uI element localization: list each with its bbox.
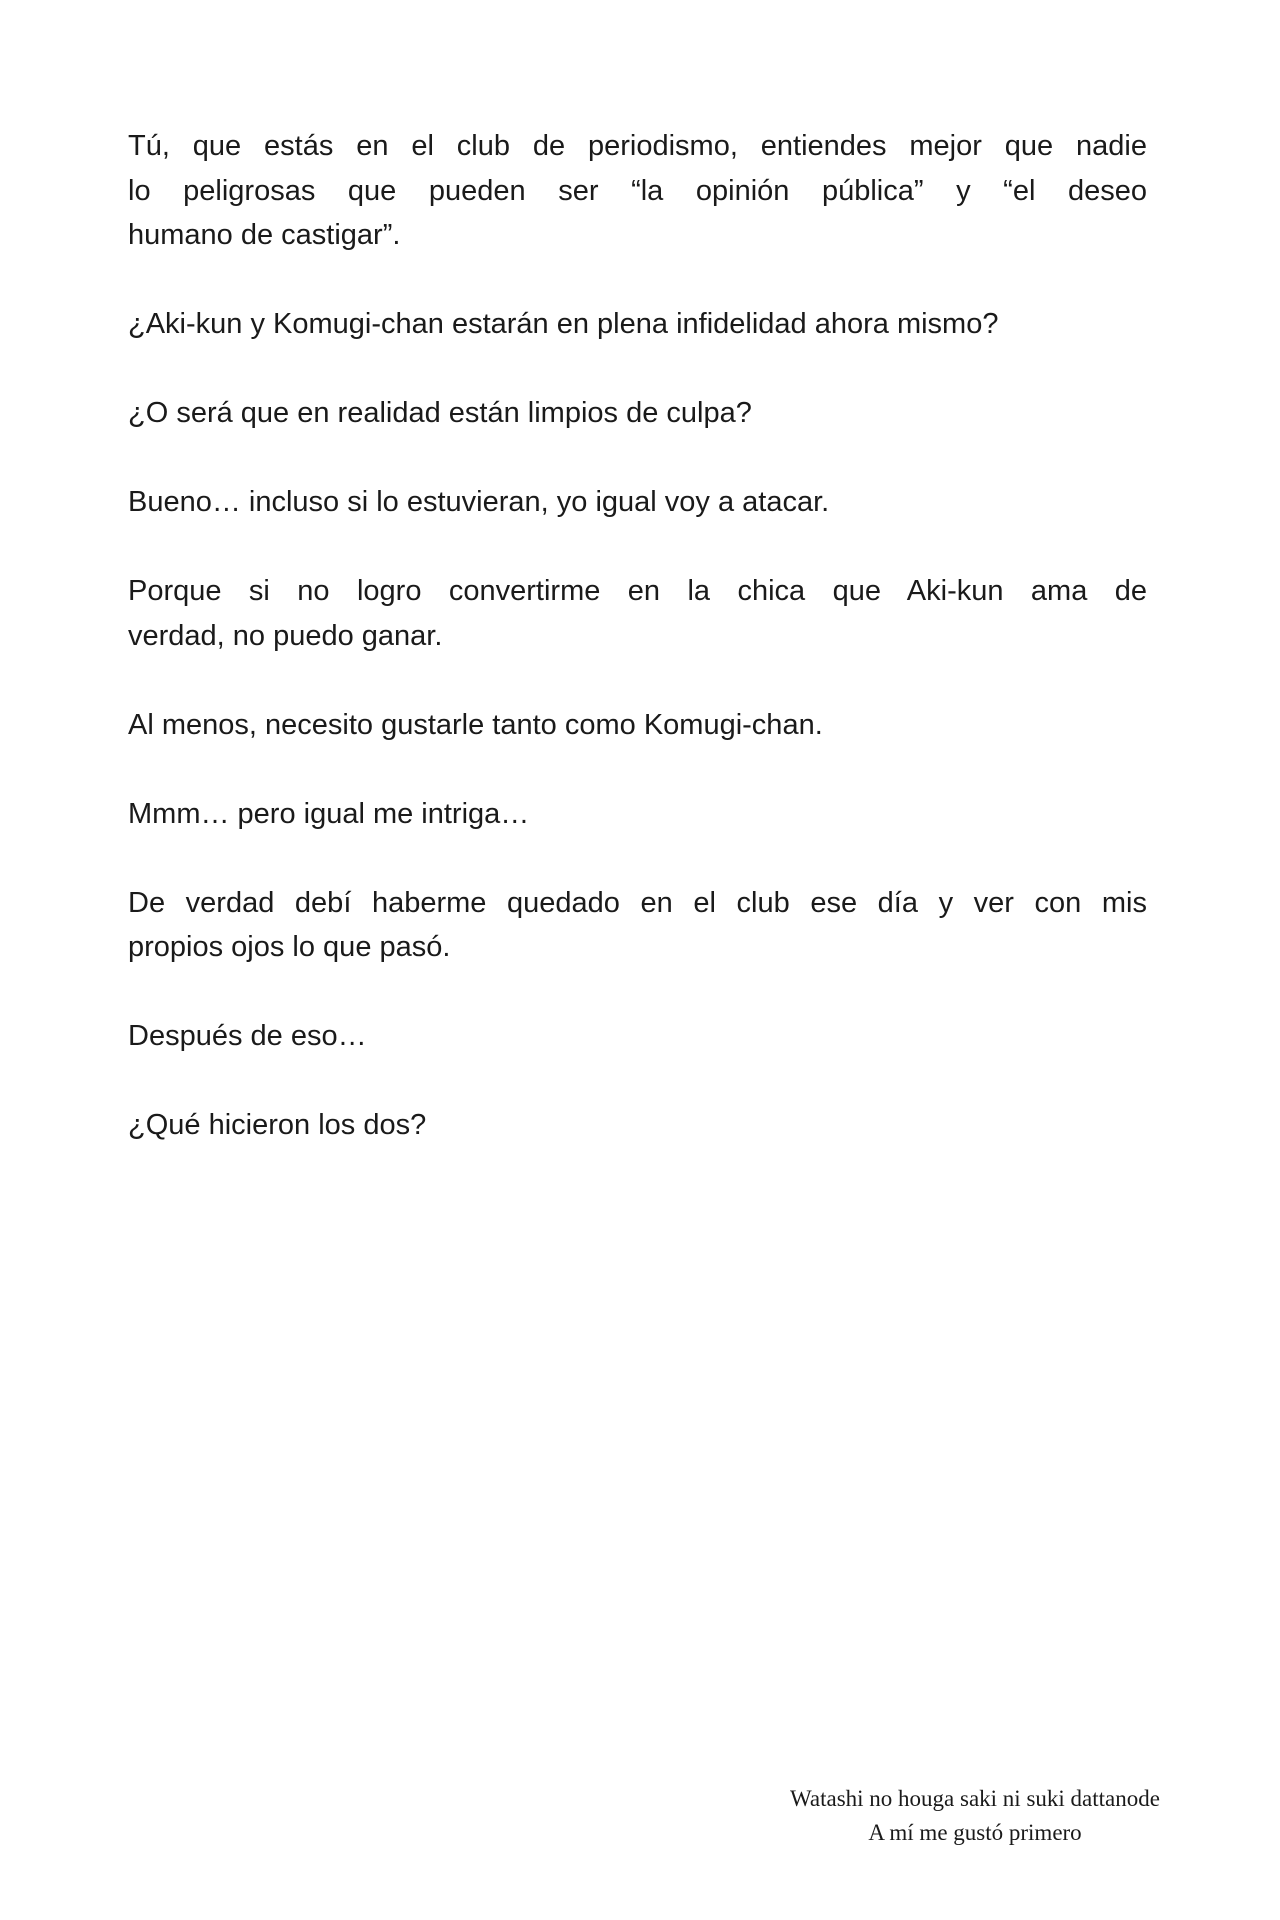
text-line: Mmm… pero igual me intriga… <box>128 797 530 830</box>
document-body <box>128 124 1147 1192</box>
paragraph <box>128 1014 1147 1059</box>
text-line: Tú, que estás en el club de periodismo, entiendes mejor que nadie <box>128 130 1147 162</box>
page-footer <box>730 1782 1220 1850</box>
paragraph <box>128 1103 1147 1148</box>
text-line: propios ojos lo que pasó. <box>128 931 451 963</box>
text-line: Al menos, necesito gustarle tanto como Komugi-chan. <box>128 708 823 741</box>
paragraph <box>128 302 1147 347</box>
text-line: ¿O será que en realidad están limpios de culpa? <box>128 397 752 429</box>
paragraph <box>128 124 1147 258</box>
footer-title-spanish: A mí me gustó primero <box>868 1820 1082 1845</box>
text-line: verdad, no puedo ganar. <box>128 619 443 652</box>
paragraph <box>128 792 1147 837</box>
text-line: Porque si no logro convertirme en la chica que Aki-kun ama de <box>128 575 1147 607</box>
paragraph <box>128 881 1147 970</box>
paragraph <box>128 391 1147 436</box>
paragraph <box>128 569 1147 658</box>
paragraph <box>128 480 1147 525</box>
paragraph <box>128 703 1147 748</box>
text-line: lo peligrosas que pueden ser “la opinión pública” y “el deseo <box>128 174 1147 207</box>
text-line: Bueno… incluso si lo estuvieran, yo igual voy a atacar. <box>128 486 830 518</box>
text-line: Después de eso… <box>128 1020 367 1052</box>
text-line: De verdad debí haberme quedado en el club ese día y ver con mis <box>128 886 1147 919</box>
text-line: ¿Aki-kun y Komugi-chan estarán en plena infidelidad ahora mismo? <box>128 308 999 340</box>
text-line: humano de castigar”. <box>128 219 401 251</box>
text-line: ¿Qué hicieron los dos? <box>128 1109 427 1141</box>
footer-title-romaji: Watashi no houga saki ni suki dattanode <box>790 1786 1160 1811</box>
